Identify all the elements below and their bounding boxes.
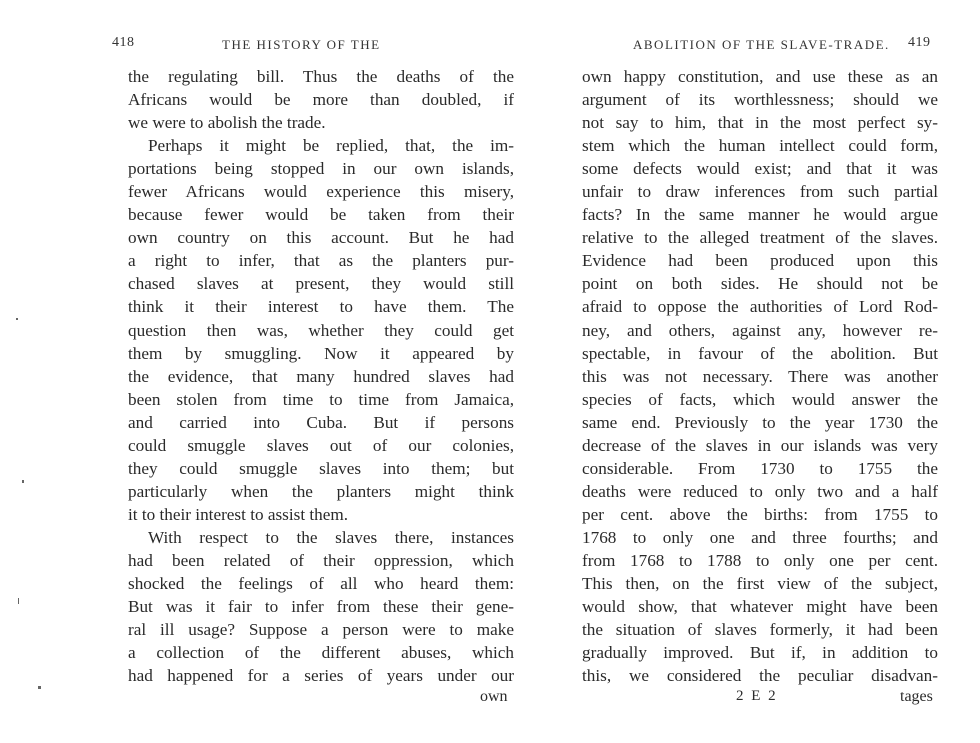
scan-speck [18, 598, 19, 604]
right-running-title: ABOLITION OF THE SLAVE-TRADE. [633, 37, 890, 52]
right-body-text [582, 65, 938, 687]
text-line: we were to abolish the trade. [128, 113, 326, 133]
signature-mark: 2 E 2 [736, 688, 778, 704]
text-line: But was it fair to infer from these their gene- [128, 597, 514, 617]
text-line: they could smuggle slaves into them; but [128, 458, 514, 478]
text-line: not say to him, that in the most perfect sy- [582, 113, 938, 133]
text-line: it to their interest to assist them. [128, 504, 349, 524]
right-page-number: 419 [908, 35, 931, 50]
scan-speck [16, 318, 18, 320]
text-line: ral ill usage? Suppose a person were to make [128, 620, 514, 640]
left-body-text [128, 65, 514, 687]
text-line: this was not necessary. There was another [582, 366, 938, 386]
text-line: unfair to draw inferences from such partial [582, 182, 938, 202]
scan-speck [22, 480, 24, 483]
text-line: because fewer would be taken from their [128, 205, 514, 225]
text-line: own happy constitution, and use these as an [582, 67, 938, 86]
text-line: same end. Previously to the year 1730 the [582, 412, 938, 432]
text-line: some defects would exist; and that it was [582, 159, 938, 179]
left-catchword: own [480, 688, 508, 705]
text-line: argument of its worthlessness; should we [582, 90, 938, 110]
text-line: been stolen from time to time from Jamaica, [128, 389, 514, 409]
text-line: could smuggle slaves out of our colonies, [128, 435, 514, 455]
text-line: decrease of the slaves in our islands was very [582, 435, 938, 455]
text-line: the situation of slaves formerly, it had been [582, 620, 938, 640]
text-line: shocked the feelings of all who heard them: [128, 574, 514, 594]
text-line: from 1768 to 1788 to only one per cent. [582, 550, 938, 570]
text-line: and carried into Cuba. But if persons [128, 412, 514, 432]
text-line: Perhaps it might be replied, that, the im- [148, 136, 514, 156]
text-line: afraid to oppose the authorities of Lord Rod- [582, 297, 938, 317]
text-line: stem which the human intellect could form, [582, 136, 938, 156]
text-line: This then, on the first view of the subject, [582, 574, 938, 594]
text-line: point on both sides. He should not be [582, 274, 938, 294]
text-line: chased slaves at present, they would still [128, 274, 514, 294]
text-line: Evidence had been produced upon this [582, 251, 938, 271]
text-line: portations being stopped in our own islands, [128, 159, 514, 179]
text-line: particularly when the planters might think [128, 481, 514, 501]
left-running-title: THE HISTORY OF THE [222, 37, 381, 52]
right-catchword: tages [900, 688, 933, 705]
text-line: per cent. above the births: from 1755 to [582, 504, 938, 524]
text-line: had been related of their oppression, which [128, 550, 514, 570]
text-line: fewer Africans would experience this misery, [128, 182, 514, 202]
text-line: With respect to the slaves there, instances [148, 527, 514, 547]
text-line: the regulating bill. Thus the deaths of the [128, 67, 514, 86]
text-line: spectable, in favour of the abolition. But [582, 343, 938, 363]
text-line: a right to infer, that as the planters pur- [128, 251, 514, 271]
text-line: would show, that whatever might have been [582, 597, 938, 617]
text-line: ney, and others, against any, however re- [582, 320, 938, 340]
text-line: the evidence, that many hundred slaves had [128, 366, 514, 386]
text-line: relative to the alleged treatment of the slaves. [582, 228, 938, 248]
text-line: species of facts, which would answer the [582, 389, 938, 409]
scan-speck [38, 686, 41, 689]
text-line: own country on this account. But he had [128, 228, 514, 248]
text-line: 1768 to only one and three fourths; and [582, 527, 938, 547]
text-line: facts? In the same manner he would argue [582, 205, 938, 225]
text-line: this, we considered the peculiar disadvan- [582, 666, 938, 686]
left-page-number: 418 [112, 35, 135, 50]
text-line: them by smuggling. Now it appeared by [128, 343, 514, 363]
text-line: considerable. From 1730 to 1755 the [582, 458, 938, 478]
text-line: had happened for a series of years under our [128, 666, 514, 686]
text-line: think it their interest to have them. The [128, 297, 514, 317]
text-line: deaths were reduced to only two and a half [582, 481, 938, 501]
right-page [540, 0, 980, 743]
text-line: a collection of the different abuses, which [128, 643, 514, 663]
text-line: question then was, whether they could get [128, 320, 514, 340]
text-line: Africans would be more than doubled, if [128, 90, 514, 110]
text-line: gradually improved. But if, in addition to [582, 643, 938, 663]
